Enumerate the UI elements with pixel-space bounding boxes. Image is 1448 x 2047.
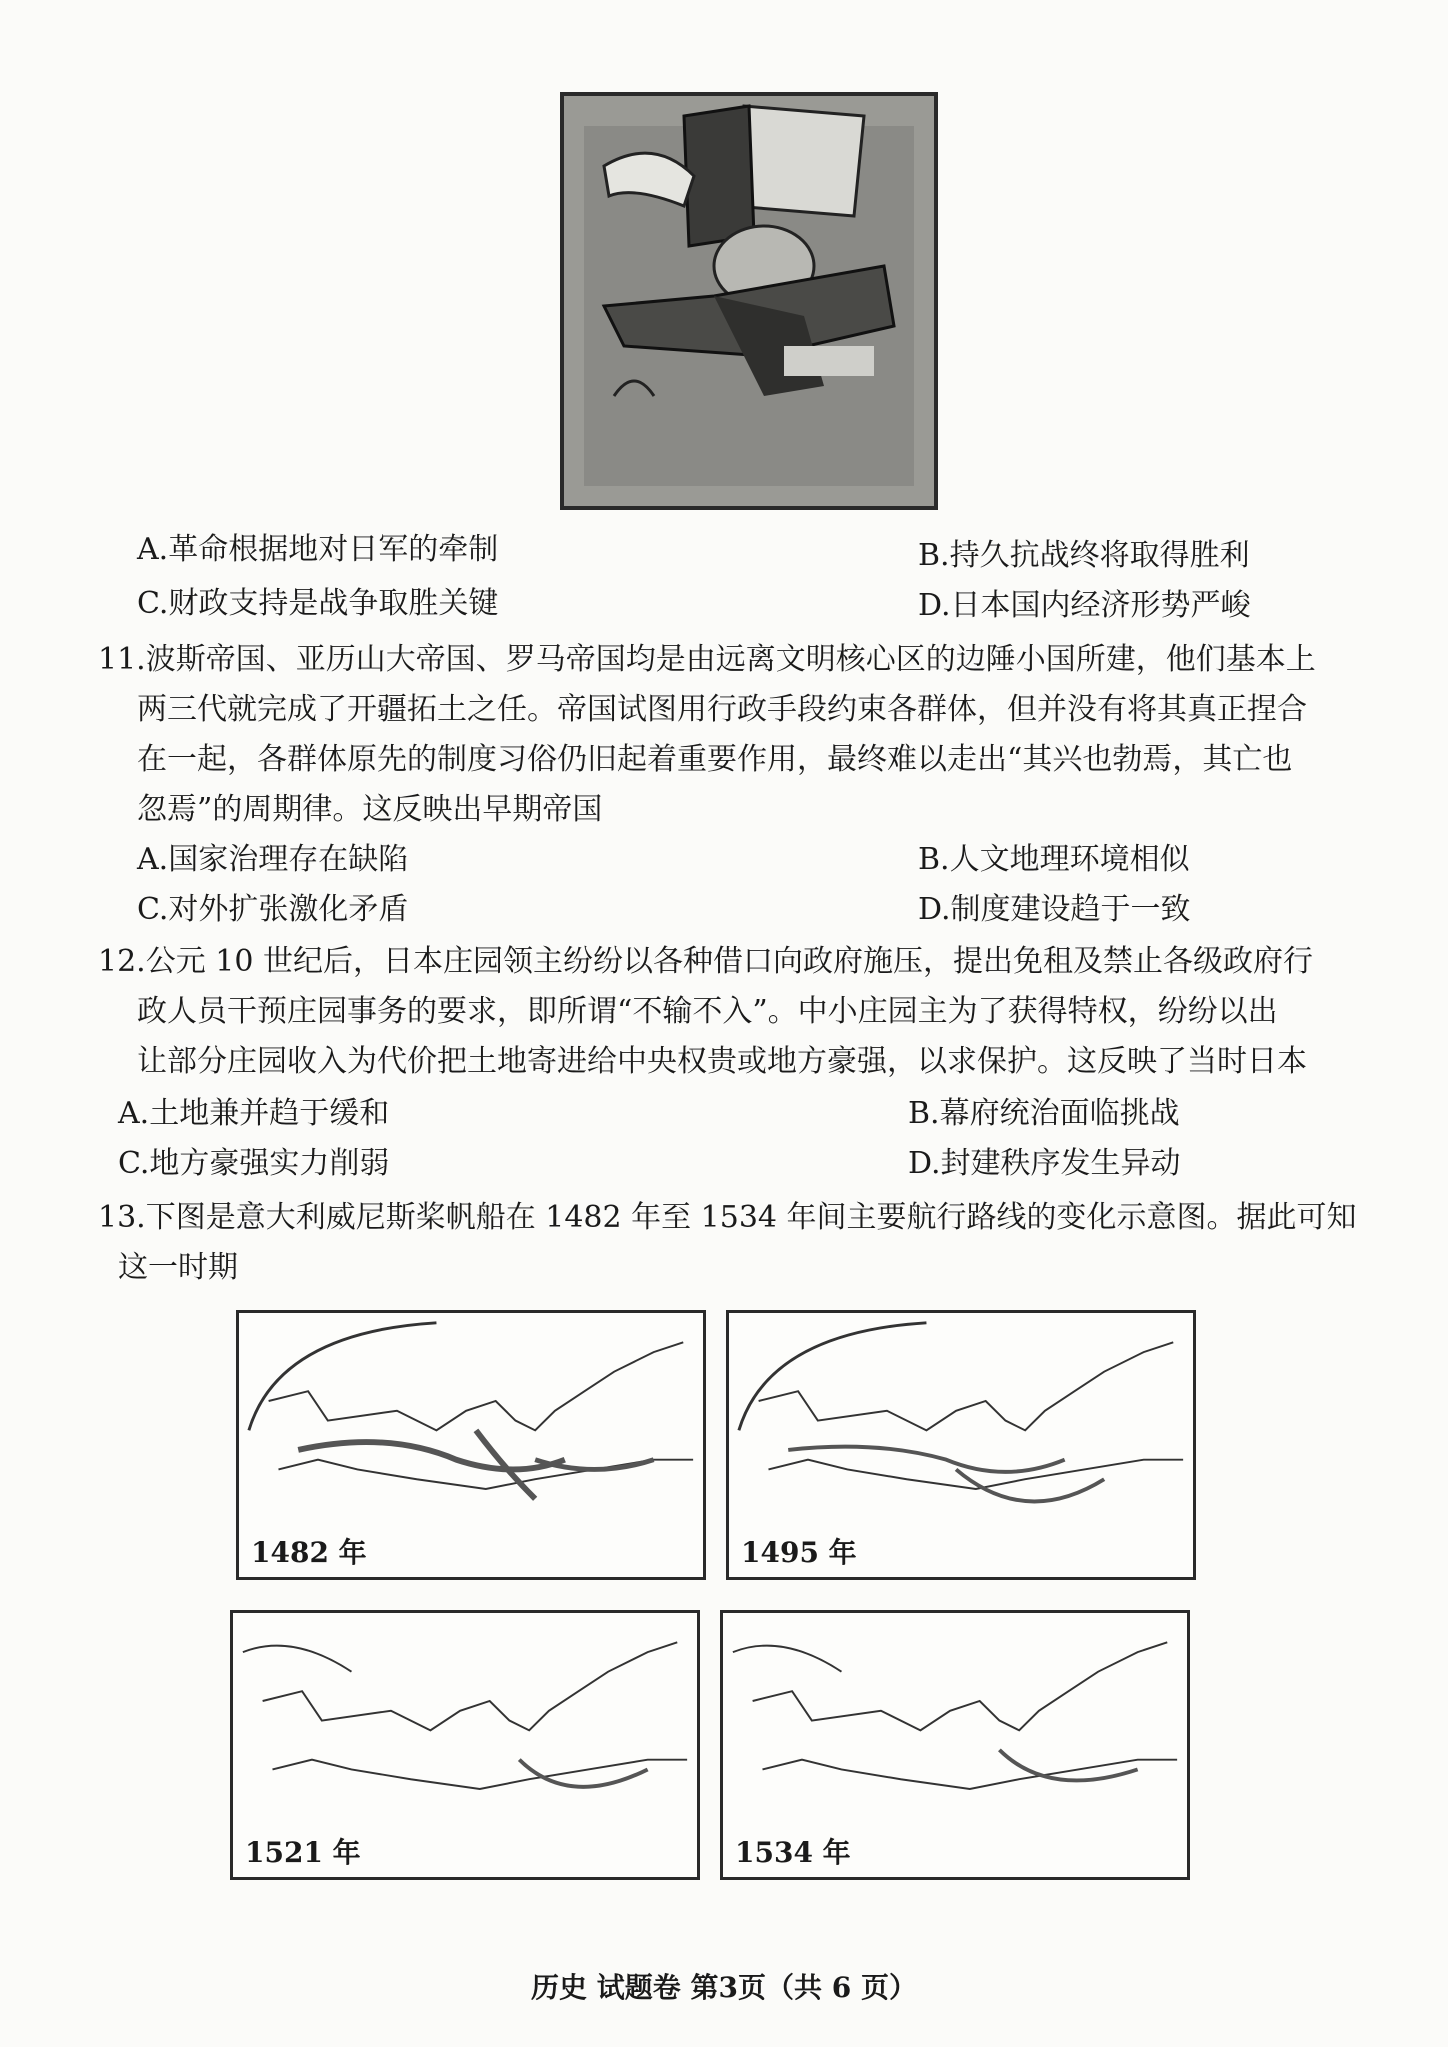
q12-line: 政人员干预庄园事务的要求，即所谓“不输不入”。中小庄园主为了获得特权，纷纷以出 xyxy=(137,994,1278,1029)
q11-option-d: D.制度建设趋于一致 xyxy=(918,892,1191,927)
map-year-label: 1534 年 xyxy=(731,1831,855,1871)
q13-line: 13.下图是意大利威尼斯桨帆船在 1482 年至 1534 年间主要航行路线的变化示意图。据此可知 xyxy=(98,1200,1357,1235)
q12-line: 12.公元 10 世纪后，日本庄园领主纷纷以各种借口向政府施压，提出免租及禁止各级政府行 xyxy=(98,944,1313,979)
q11-option-a: A.国家治理存在缺陷 xyxy=(137,842,409,877)
map-year-label: 1482 年 xyxy=(247,1531,371,1571)
q11-line: 11.波斯帝国、亚历山大帝国、罗马帝国均是由远离文明核心区的边陲小国所建，他们基本上 xyxy=(98,642,1316,677)
q11-line: 两三代就完成了开疆拓土之任。帝国试图用行政手段约束各群体，但并没有将其真正捏合 xyxy=(137,692,1307,727)
q10-option-a: A.革命根据地对日军的牵制 xyxy=(137,532,499,567)
q11-option-c: C.对外扩张激化矛盾 xyxy=(137,892,409,927)
page-footer: 历史 试题卷 第3页（共 6 页） xyxy=(531,1971,917,2004)
q12-option-b: B.幕府统治面临挑战 xyxy=(908,1096,1180,1131)
cartoon-illustration xyxy=(560,92,938,510)
route-map-panel xyxy=(236,1310,706,1580)
map-year-label: 1495 年 xyxy=(737,1531,861,1571)
q10-option-c: C.财政支持是战争取胜关键 xyxy=(137,586,499,621)
q10-option-d: D.日本国内经济形势严峻 xyxy=(918,588,1251,623)
q12-line: 让部分庄园收入为代价把土地寄进给中央权贵或地方豪强，以求保护。这反映了当时日本 xyxy=(137,1044,1307,1079)
route-map-panel xyxy=(720,1610,1190,1880)
route-map-panel xyxy=(726,1310,1196,1580)
q11-option-b: B.人文地理环境相似 xyxy=(918,842,1190,877)
q11-line: 在一起，各群体原先的制度习俗仍旧起着重要作用，最终难以走出“其兴也勃焉，其亡也 xyxy=(137,742,1293,777)
route-maps-grid xyxy=(230,1310,1210,1890)
q12-option-a: A.土地兼并趋于缓和 xyxy=(118,1096,390,1131)
q10-option-b: B.持久抗战终将取得胜利 xyxy=(918,538,1250,573)
map-year-label: 1521 年 xyxy=(241,1831,365,1871)
q11-line: 忽焉”的周期律。这反映出早期帝国 xyxy=(137,792,603,827)
q12-option-d: D.封建秩序发生异动 xyxy=(908,1146,1181,1181)
route-map-panel xyxy=(230,1610,700,1880)
q13-line: 这一时期 xyxy=(118,1250,238,1285)
q12-option-c: C.地方豪强实力削弱 xyxy=(118,1146,390,1181)
